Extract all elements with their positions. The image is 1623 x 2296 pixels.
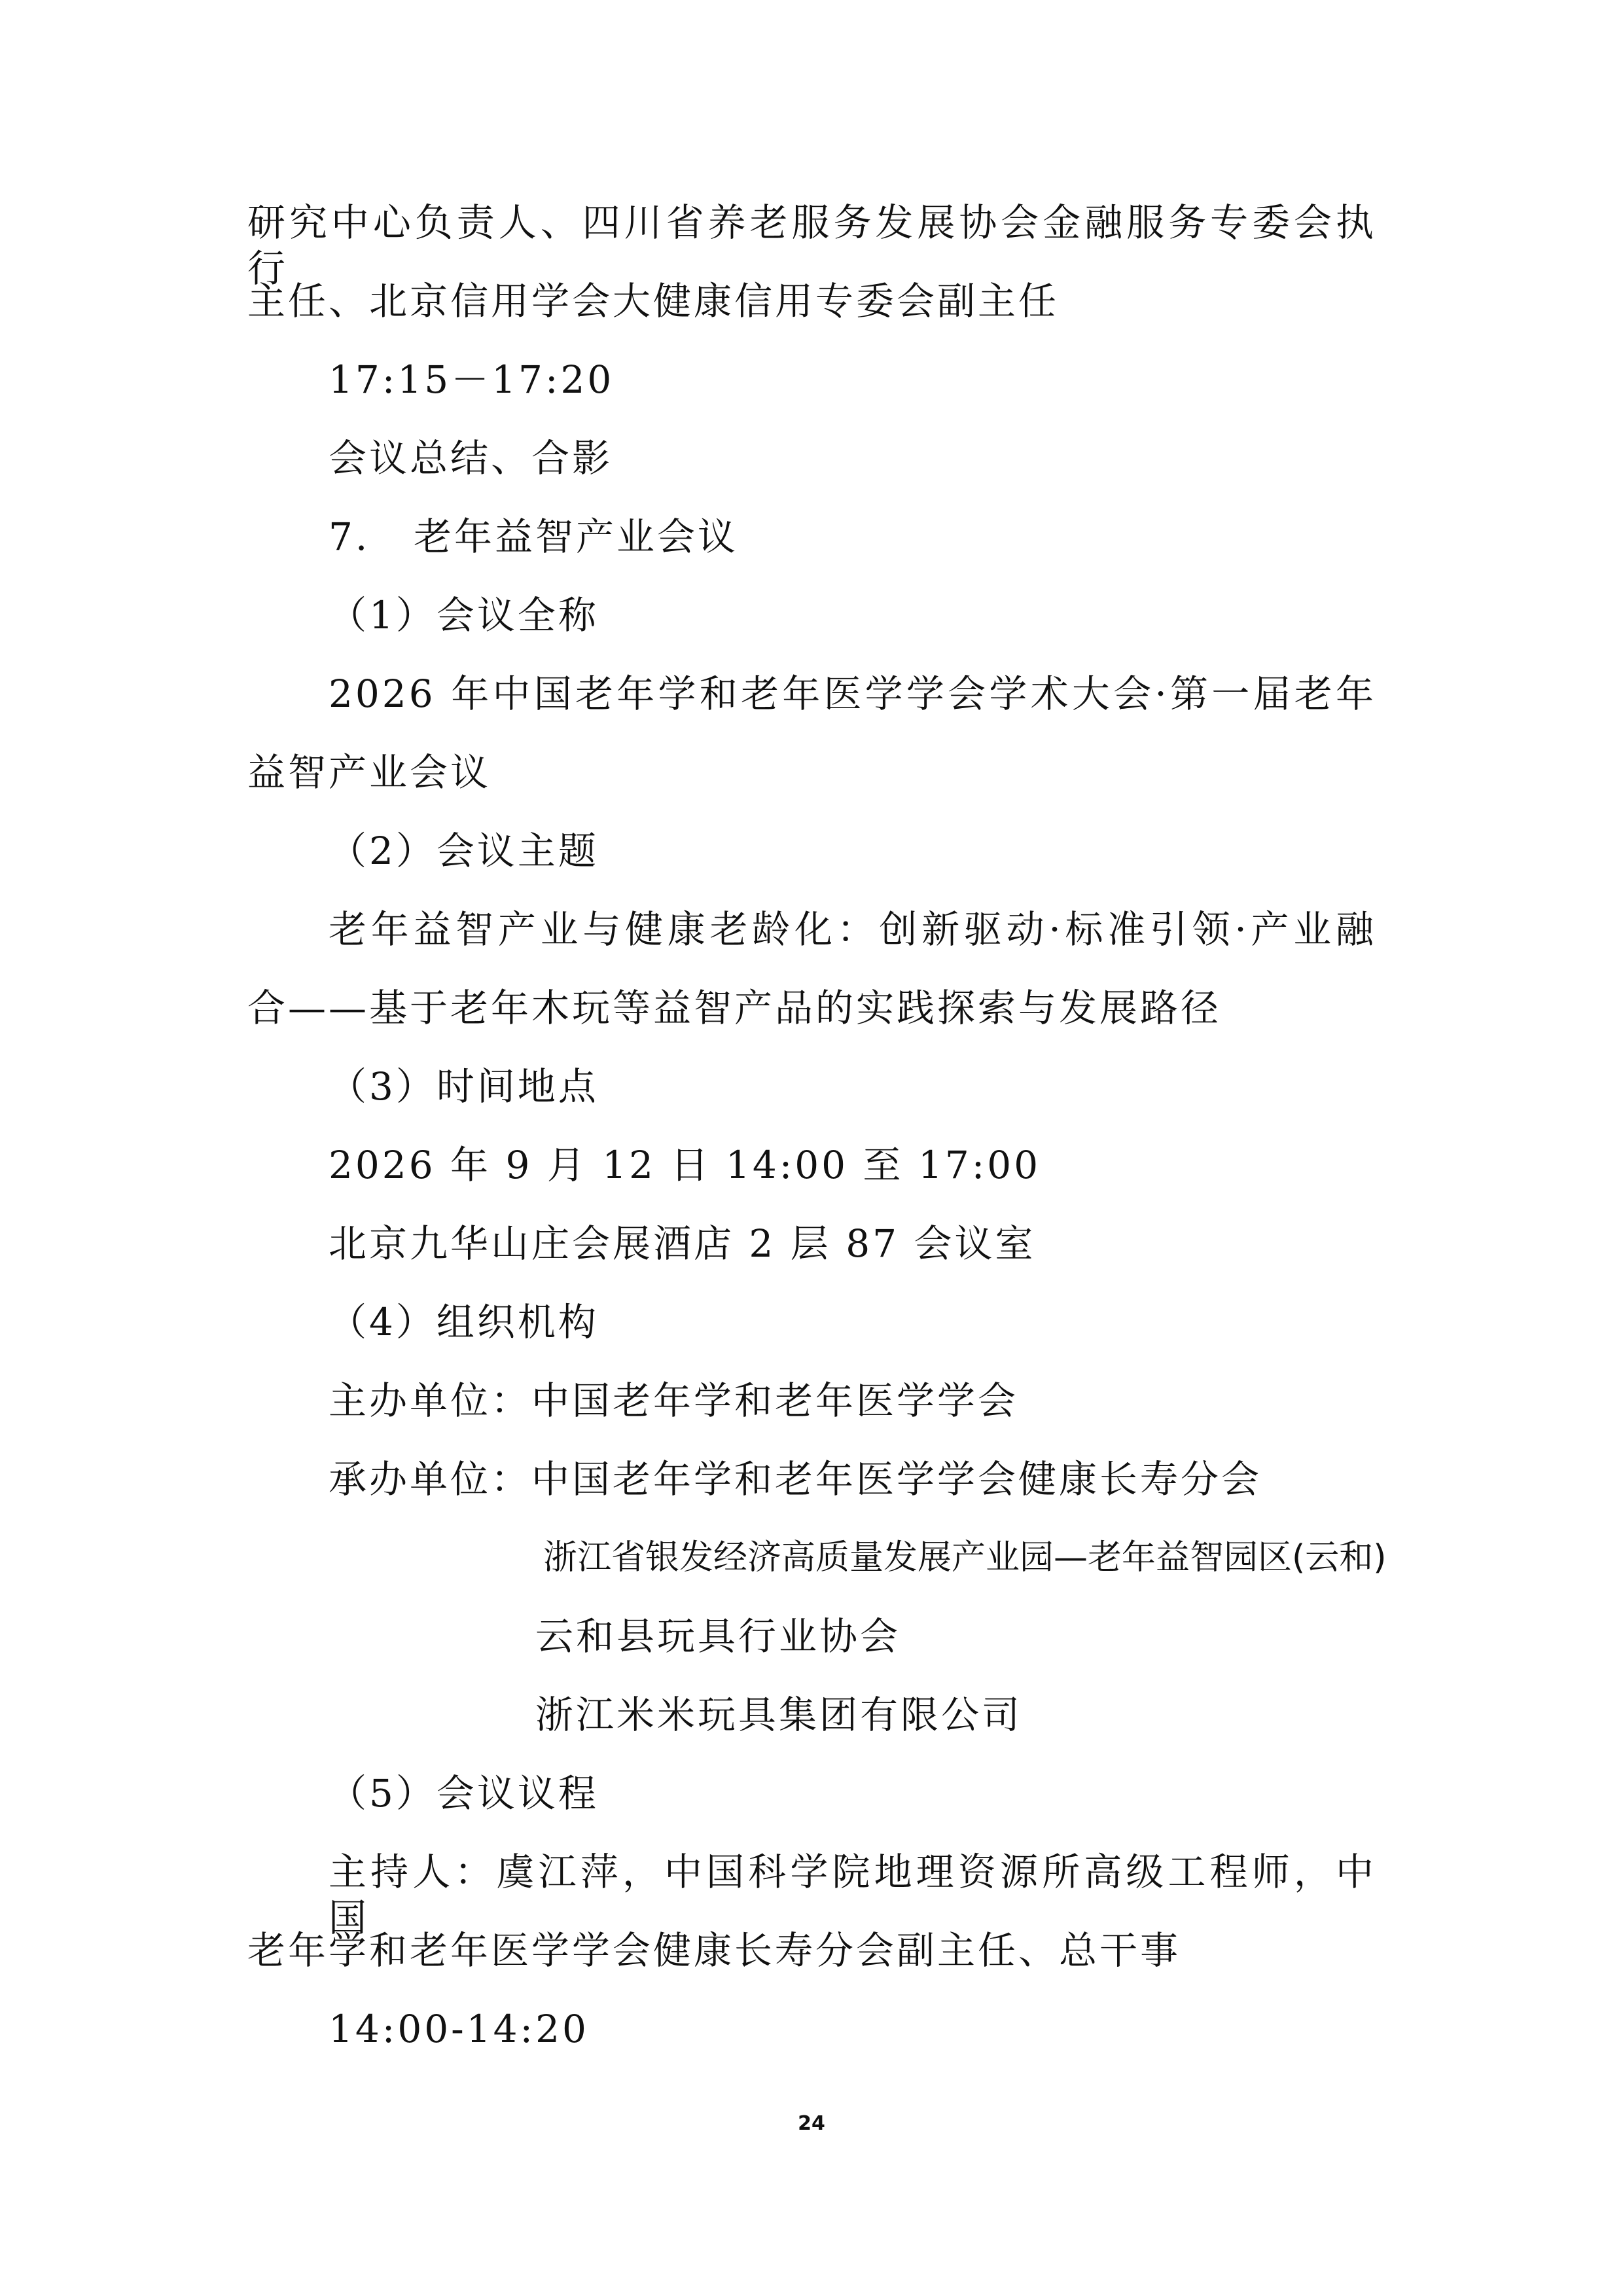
section-number: 7. <box>329 514 370 559</box>
text-line: 承办单位：中国老年学和老年医学学会健康长寿分会 <box>329 1457 1262 1501</box>
page-number: 24 <box>798 2112 825 2135</box>
text-line: 合——基于老年木玩等益智产品的实践探索与发展路径 <box>247 986 1222 1030</box>
subheading: （2）会议主题 <box>329 829 599 873</box>
text-line: 浙江米米玩具集团有限公司 <box>535 1693 1023 1737</box>
text-line: 老年学和老年医学学会健康长寿分会副主任、总干事 <box>247 1928 1181 1973</box>
text-line: 主持人：虞江萍，中国科学院地理资源所高级工程师，中国 <box>329 1850 1376 1940</box>
text-line: 老年益智产业与健康老龄化：创新驱动·标准引领·产业融 <box>329 907 1376 952</box>
subheading: （3）时间地点 <box>329 1064 599 1109</box>
text-line: 2026 年 9 月 12 日 14:00 至 17:00 <box>329 1143 1041 1187</box>
subheading: （5）会议议程 <box>329 1771 599 1816</box>
text-line: 2026 年中国老年学和老年医学学会学术大会·第一届老年 <box>329 672 1376 716</box>
text-line: 会议总结、合影 <box>329 436 613 480</box>
text-line: 主办单位：中国老年学和老年医学学会 <box>329 1378 1019 1423</box>
text-line: 北京九华山庄会展酒店 2 层 87 会议室 <box>329 1221 1036 1266</box>
time-line: 17:15－17:20 <box>329 357 615 402</box>
time-line: 14:00-14:20 <box>329 2007 589 2051</box>
subheading: （4）组织机构 <box>329 1300 599 1344</box>
text-line: 研究中心负责人、四川省养老服务发展协会金融服务专委会执行 <box>247 200 1376 291</box>
text-line: 浙江省银发经济高质量发展产业园—老年益智园区(云和) <box>543 1538 1387 1577</box>
subheading: （1）会议全称 <box>329 593 599 637</box>
text-line: 云和县玩具行业协会 <box>535 1614 901 1659</box>
text-line: 益智产业会议 <box>247 750 491 795</box>
section-heading <box>329 514 738 560</box>
section-title: 老年益智产业会议 <box>414 514 739 559</box>
text-line: 主任、北京信用学会大健康信用专委会副主任 <box>247 279 1060 323</box>
